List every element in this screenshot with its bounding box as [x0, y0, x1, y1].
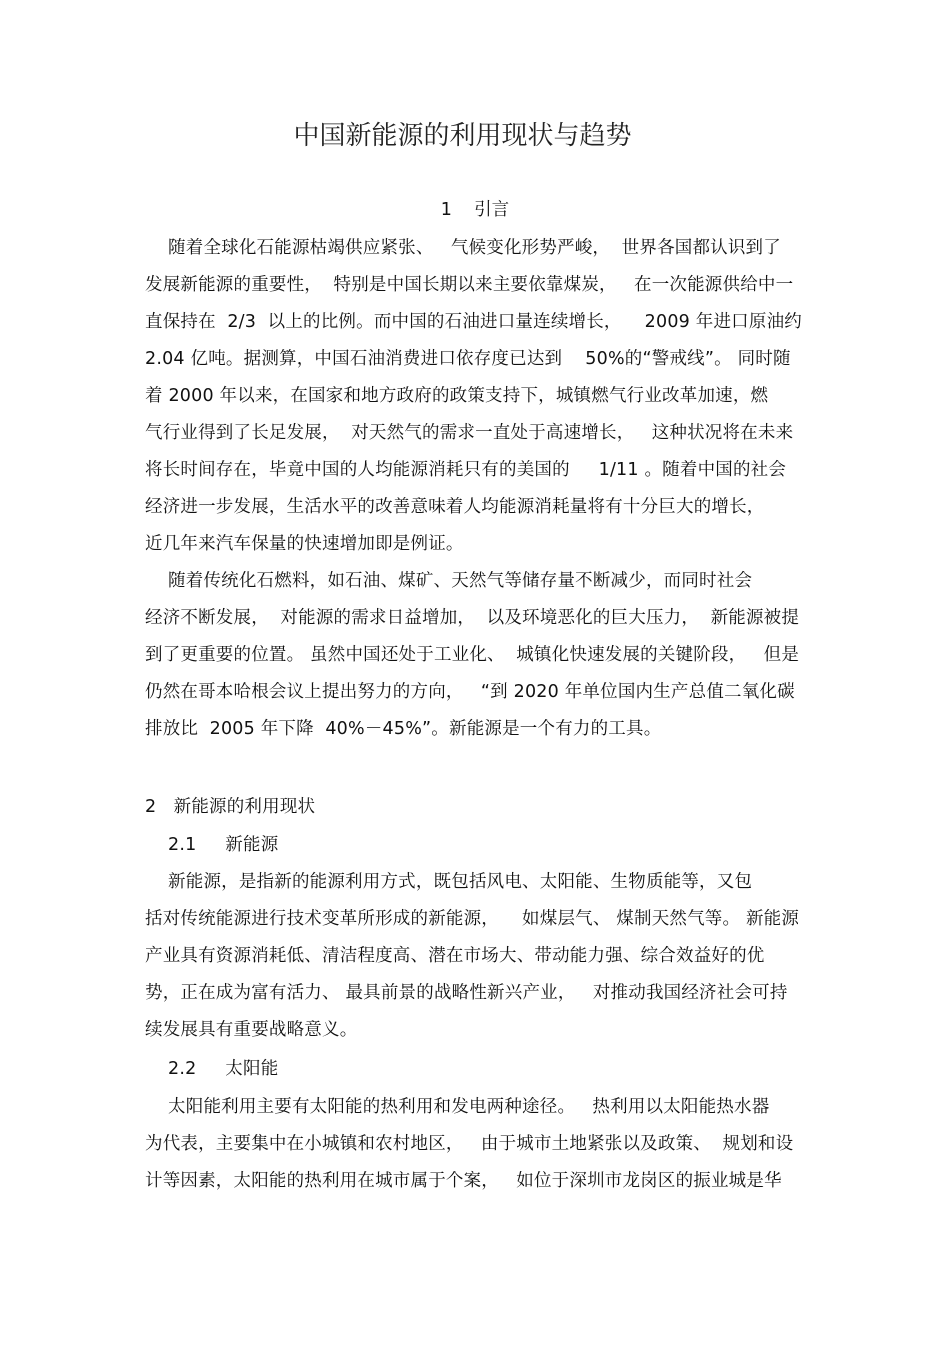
text-line: 近几年来汽车保量的快速增加即是例证。: [145, 534, 464, 554]
text-line: 直保持在 2/3 以上的比例。而中国的石油进口量连续增长， 2009 年进口原油约: [145, 312, 802, 332]
text-line: 气行业得到了长足发展， 对天然气的需求一直处于高速增长， 这种状况将在未来: [145, 423, 794, 443]
text-line: 势，正在成为富有活力、 最具前景的战略性新兴产业， 对推动我国经济社会可持: [145, 983, 788, 1003]
subsection-heading-solar: 2.2 太阳能: [145, 1059, 279, 1079]
text-line: 2.04 亿吨。据测算，中国石油消费进口依存度已达到 50%的“警戒线”。 同时随: [145, 349, 791, 369]
text-line: 产业具有资源消耗低、清洁程度高、潜在市场大、带动能力强、综合效益好的优: [145, 946, 765, 966]
text-line: 将长时间存在，毕竟中国的人均能源消耗只有的美国的 1/11 。随着中国的社会: [145, 460, 787, 480]
text-line: 到了更重要的位置。 虽然中国还处于工业化、 城镇化快速发展的关键阶段， 但是: [145, 645, 800, 665]
subsection-heading-new-energy: 2.1 新能源: [145, 835, 279, 855]
document-title: 中国新能源的利用现状与趋势: [293, 121, 632, 151]
text-line: 排放比 2005 年下降 40%－45%”。新能源是一个有力的工具。: [145, 719, 662, 739]
text-line: 经济进一步发展，生活水平的改善意味着人均能源消耗量将有十分巨大的增长，: [145, 497, 765, 517]
text-line: 经济不断发展， 对能源的需求日益增加， 以及环境恶化的巨大压力， 新能源被提: [145, 608, 800, 628]
text-line: 着 2000 年以来，在国家和地方政府的政策支持下，城镇燃气行业改革加速，燃: [145, 386, 769, 406]
text-line: 随着传统化石燃料，如石油、煤矿、天然气等储存量不断减少，而同时社会: [145, 571, 753, 591]
text-line: 发展新能源的重要性， 特别是中国长期以来主要依靠煤炭， 在一次能源供给中一: [145, 275, 794, 295]
text-line: 新能源，是指新的能源利用方式，既包括风电、太阳能、生物质能等，又包: [145, 872, 753, 892]
text-line: 随着全球化石能源枯竭供应紧张、 气候变化形势严峻， 世界各国都认识到了: [145, 238, 781, 258]
text-line: 太阳能利用主要有太阳能的热利用和发电两种途径。 热利用以太阳能热水器: [145, 1097, 770, 1117]
text-line: 续发展具有重要战略意义。: [145, 1020, 358, 1040]
section-heading-status: 2 新能源的利用现状: [145, 797, 316, 817]
section-heading-introduction: 1 引言: [440, 200, 510, 220]
text-line: 为代表，主要集中在小城镇和农村地区， 由于城市土地紧张以及政策、 规划和设: [145, 1134, 794, 1154]
text-line: 括对传统能源进行技术变革所形成的新能源， 如煤层气、 煤制天然气等。 新能源: [145, 909, 800, 929]
text-line: 仍然在哥本哈根会议上提出努力的方向， “到 2020 年单位国内生产总值二氧化碳: [145, 682, 795, 702]
text-line: 计等因素，太阳能的热利用在城市属于个案， 如位于深圳市龙岗区的振业城是华: [145, 1171, 782, 1191]
